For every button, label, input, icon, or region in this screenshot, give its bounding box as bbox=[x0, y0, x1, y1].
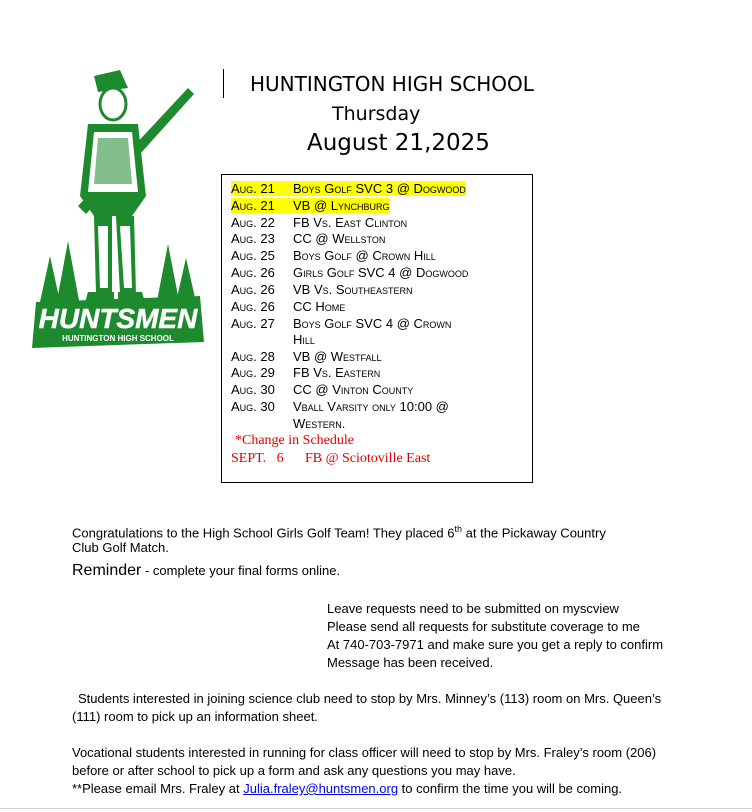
page-date: August 21,2025 bbox=[307, 130, 490, 156]
page-bottom-rule bbox=[0, 808, 752, 809]
logo-subtext: HUNTINGTON HIGH SCHOOL bbox=[62, 334, 174, 343]
schedule-row: Aug. 29 FB Vs. Eastern bbox=[231, 365, 381, 380]
schedule-change-note: *Change in Schedule bbox=[235, 433, 354, 448]
header-divider bbox=[223, 69, 224, 98]
schedule-row: Aug. 30 CC @ Vinton County bbox=[231, 382, 414, 397]
schedule-row: Aug. 28 VB @ Westfall bbox=[231, 349, 382, 364]
schedule-row: Aug. 27 Boys Golf SVC 4 @ Crown bbox=[231, 316, 452, 331]
leave-request-line: Message has been received. bbox=[327, 655, 494, 670]
leave-request-line: Leave requests need to be submitted on myscview bbox=[327, 601, 619, 616]
vocational-line1: Vocational students interested in running for class officer will need to stop by Mrs. Fraley’s room (206) bbox=[72, 745, 657, 760]
school-name: HUNTINGTON HIGH SCHOOL bbox=[250, 72, 534, 96]
reminder: Reminder - complete your final forms online. bbox=[72, 562, 341, 579]
science-club-line1: Students interested in joining science club need to stop by Mrs. Minney’s (113) room on Mrs. Queen’s bbox=[78, 691, 662, 706]
vocational-line2: before or after school to pick up a form and ask any questions you may have. bbox=[72, 763, 516, 778]
schedule-row: Western. bbox=[293, 416, 346, 431]
schedule-row: Aug. 26 Girls Golf SVC 4 @ Dogwood bbox=[231, 265, 469, 280]
schedule-row: Aug. 21 VB @ Lynchburg bbox=[231, 198, 390, 213]
email-instruction: **Please email Mrs. Fraley at Julia.fraley@huntsmen.org to confirm the time you will be coming. bbox=[72, 781, 623, 796]
schedule-change-date: SEPT. 6 FB @ Sciotoville East bbox=[231, 451, 431, 466]
leave-request-line: Please send all requests for substitute coverage to me bbox=[327, 619, 640, 634]
golf-congrats-line2: Club Golf Match. bbox=[72, 540, 169, 555]
schedule-row: Aug. 23 CC @ Wellston bbox=[231, 231, 386, 246]
schedule-change-event: FB @ Sciotoville East bbox=[305, 451, 431, 466]
huntsmen-logo bbox=[28, 66, 208, 358]
golf-congrats-line1: Congratulations to the High School Girls Golf Team! They placed 6th at the Pickaway Country bbox=[72, 524, 606, 541]
schedule-row: Aug. 26 VB Vs. Southeastern bbox=[231, 282, 413, 297]
sports-schedule bbox=[221, 174, 533, 483]
science-club-line2: (111) room to pick up an information sheet. bbox=[72, 709, 318, 724]
schedule-row: Hill bbox=[293, 332, 315, 347]
schedule-row: Aug. 22 FB Vs. East Clinton bbox=[231, 215, 408, 230]
schedule-row: Aug. 30 Vball Varsity only 10:00 @ bbox=[231, 399, 449, 414]
email-link[interactable]: Julia.fraley@huntsmen.org bbox=[243, 781, 399, 796]
schedule-row: Aug. 25 Boys Golf @ Crown Hill bbox=[231, 248, 436, 263]
schedule-row: Aug. 21 Boys Golf SVC 3 @ Dogwood bbox=[231, 181, 466, 196]
logo-text: HUNTSMEN bbox=[38, 303, 198, 334]
leave-request-line: At 740-703-7971 and make sure you get a reply to confirm bbox=[327, 637, 664, 652]
schedule-row: Aug. 26 CC Home bbox=[231, 299, 346, 314]
day-of-week: Thursday bbox=[332, 103, 421, 125]
